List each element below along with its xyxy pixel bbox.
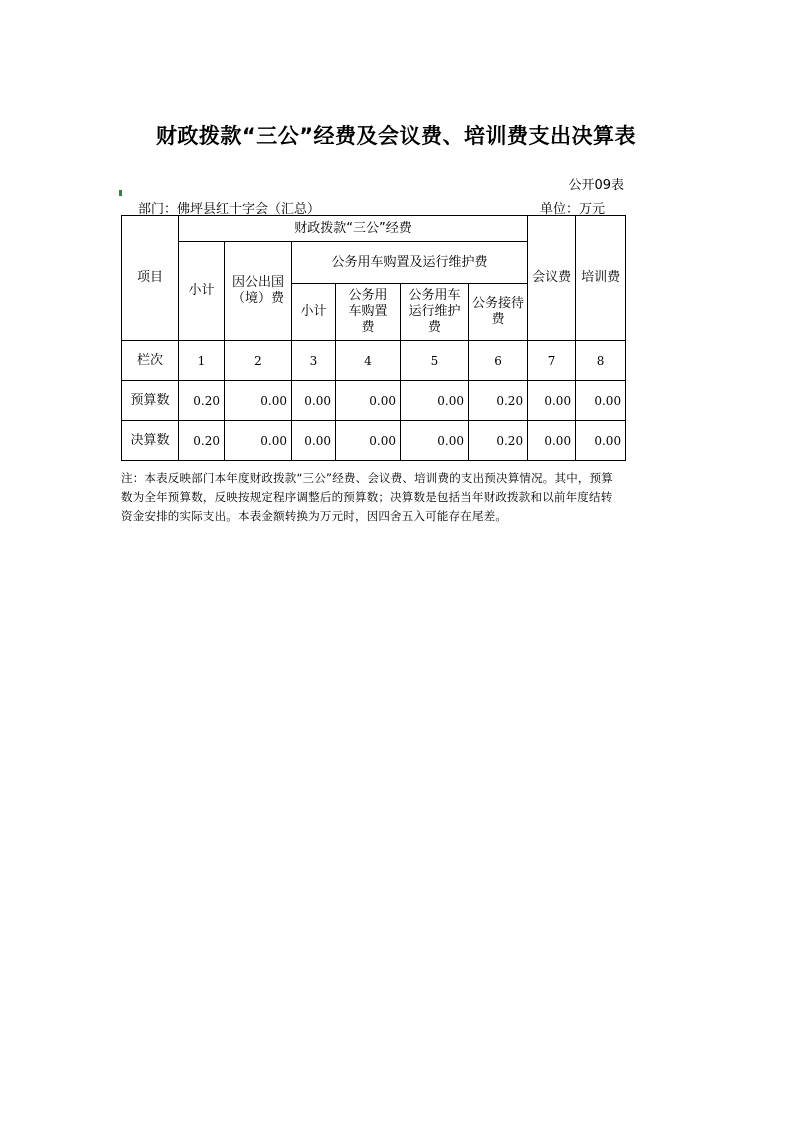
value-cell: 0.00 <box>225 421 292 461</box>
header-vehicle-maint: 公务用车运行维护费 <box>401 284 469 341</box>
page-title: 财政拨款“三公”经费及会议费、培训费支出决算表 <box>155 124 637 148</box>
column-number: 8 <box>576 341 626 381</box>
header-three-public: 财政拨款“三公”经费 <box>179 216 528 242</box>
header-subtotal: 小计 <box>179 242 225 341</box>
row-label-budget: 预算数 <box>122 381 179 421</box>
column-number: 7 <box>528 341 576 381</box>
value-cell: 0.00 <box>401 381 469 421</box>
header-vehicle-purchase: 公务用车购置费 <box>336 284 401 341</box>
header-abroad: 因公出国（境）费 <box>225 242 292 341</box>
value-cell: 0.00 <box>528 421 576 461</box>
value-cell: 0.20 <box>179 381 225 421</box>
header-reception: 公务接待费 <box>469 284 528 341</box>
column-number: 5 <box>401 341 469 381</box>
table-row-budget <box>122 381 626 421</box>
department-label: 部门：佛坪县红十字会（汇总） <box>138 202 321 217</box>
row-label-final: 决算数 <box>122 421 179 461</box>
value-cell: 0.00 <box>292 381 336 421</box>
footnote: 注：本表反映部门本年度财政拨款“三公”经费、会议费、培训费的支出预决算情况。其中，预算数为全年预算数，反映按规定程序调整后的预算数；决算数是包括当年财政拨款和以前年度结转资金安排的实际支出。本表金额转换为万元时，因四舍五入可能存在尾差。 <box>121 471 614 523</box>
column-number: 2 <box>225 341 292 381</box>
column-number: 4 <box>336 341 401 381</box>
cell-comment-marker <box>119 190 122 196</box>
value-cell: 0.00 <box>528 381 576 421</box>
header-training: 培训费 <box>576 216 626 341</box>
header-meeting: 会议费 <box>528 216 576 341</box>
column-number: 3 <box>292 341 336 381</box>
value-cell: 0.00 <box>225 381 292 421</box>
column-number: 6 <box>469 341 528 381</box>
value-cell: 0.00 <box>292 421 336 461</box>
unit-label: 单位：万元 <box>540 202 606 217</box>
header-item: 项目 <box>122 216 179 341</box>
value-cell: 0.20 <box>179 421 225 461</box>
expenditure-table <box>121 215 626 461</box>
header-vehicle-subtotal: 小计 <box>292 284 336 341</box>
table-row-final <box>122 421 626 461</box>
form-code: 公开09表 <box>568 178 624 193</box>
value-cell: 0.00 <box>576 421 626 461</box>
value-cell: 0.00 <box>336 381 401 421</box>
value-cell: 0.20 <box>469 421 528 461</box>
value-cell: 0.00 <box>401 421 469 461</box>
value-cell: 0.00 <box>336 421 401 461</box>
column-number: 1 <box>179 341 225 381</box>
row-label-column-number: 栏次 <box>122 341 179 381</box>
header-vehicle-group: 公务用车购置及运行维护费 <box>292 242 528 284</box>
value-cell: 0.00 <box>576 381 626 421</box>
value-cell: 0.20 <box>469 381 528 421</box>
